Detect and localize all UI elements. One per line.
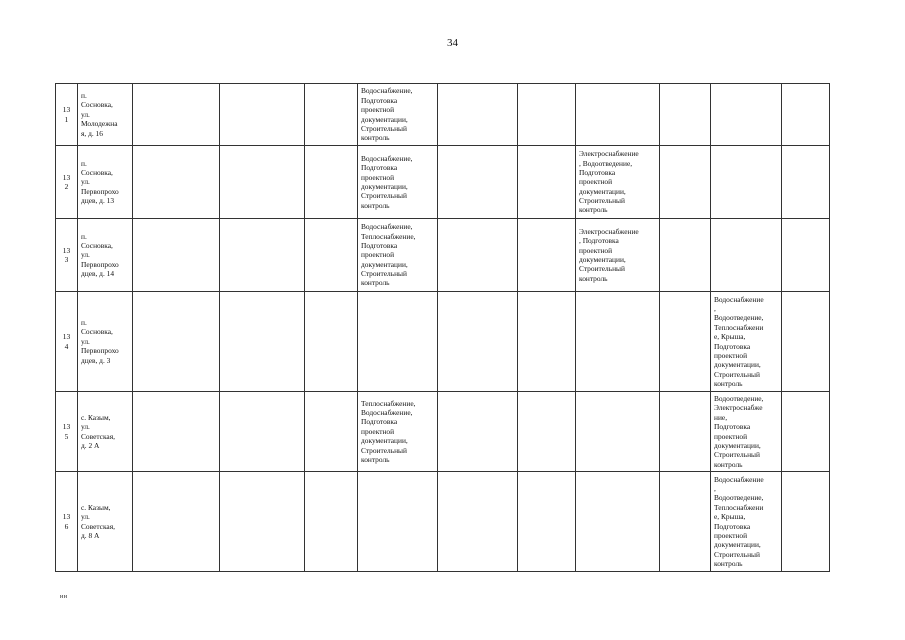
table-body [56,84,830,572]
work-cell [518,219,576,292]
work-cell [660,292,711,392]
row-number-cell [56,472,78,572]
row-number-cell [56,219,78,292]
table-row [56,84,830,146]
work-cell [711,292,782,392]
work-cell [133,84,220,146]
page-number: 34 [447,37,458,49]
work-cell [220,392,305,472]
address-text: п. Сосновка, ул. Первопрохо дцев, д. 14 [81,231,119,279]
address-cell [78,392,133,472]
work-cell [220,292,305,392]
address-cell [78,84,133,146]
address-cell [78,472,133,572]
work-cell [220,472,305,572]
row-number: 13 3 [62,245,71,264]
work-text: Водоснабжение , Водоотведение, Теплоснабжени е, Крыша, Подготовка проектной документации, Строительный контроль [714,474,764,569]
table-row [56,219,830,292]
work-cell [660,472,711,572]
work-cell [438,472,518,572]
work-cell [576,392,660,472]
work-cell [576,292,660,392]
work-cell [518,292,576,392]
work-cell [438,84,518,146]
row-number: 13 6 [62,512,71,531]
table-row [56,472,830,572]
work-cell [133,292,220,392]
work-cell [660,84,711,146]
address-cell [78,292,133,392]
work-cell [711,472,782,572]
work-text: Водоснабжение, Подготовка проектной документации, Строительный контроль [361,153,413,210]
row-number: 13 2 [62,172,71,191]
work-cell [305,472,358,572]
work-cell [305,292,358,392]
address-text: с. Казым, ул. Советская, д. 2 А [81,412,115,450]
work-cell [133,219,220,292]
work-cell [518,472,576,572]
work-text: Водоснабжение, Подготовка проектной документации, Строительный контроль [361,86,413,143]
work-cell [782,84,830,146]
work-cell [438,146,518,219]
work-cell [305,84,358,146]
work-cell [220,146,305,219]
work-cell [782,292,830,392]
work-text: Водоснабжение , Водоотведение, Теплоснабжени е, Крыша, Подготовка проектной документации, Строительный контроль [714,294,764,389]
work-cell [711,219,782,292]
row-number-cell [56,392,78,472]
work-cell [576,146,660,219]
table-row [56,392,830,472]
work-cell [358,292,438,392]
work-cell [660,219,711,292]
work-cell [358,146,438,219]
row-number-cell [56,292,78,392]
work-cell [220,219,305,292]
table-row [56,292,830,392]
address-text: п. Сосновка, ул. Первопрохо дцев, д. 3 [81,318,119,365]
work-cell [305,392,358,472]
work-text: Водоснабжение, Теплоснабжение, Подготовка проектной документации, Строительный контроль [361,222,416,288]
row-number: 13 5 [62,422,71,441]
work-cell [518,146,576,219]
work-cell [438,219,518,292]
work-cell [358,392,438,472]
work-cell [576,472,660,572]
address-text: с. Казым, ул. Советская, д. 8 А [81,502,115,541]
work-cell [305,219,358,292]
work-cell [358,472,438,572]
work-cell [576,219,660,292]
address-text: п. Сосновка, ул. Молодежна я, д. 16 [81,91,118,138]
work-cell [782,219,830,292]
work-text: Теплоснабжение, Водоснабжение, Подготовка проектной документации, Строительный контроль [361,398,416,465]
work-cell [133,146,220,219]
footer-mark: нн [60,594,68,600]
work-text: Электроснабжение , Водоотведение, Подготовка проектной документации, Строительный контроль [579,149,639,215]
work-cell [711,392,782,472]
table-row [56,146,830,219]
work-cell [438,292,518,392]
work-text: Водоотведение, Электроснабже ние, Подготовка проектной документации, Строительный контроль [714,394,764,469]
work-cell [305,146,358,219]
work-cell [133,392,220,472]
work-cell [220,84,305,146]
row-number-cell [56,146,78,219]
work-cell [660,392,711,472]
row-number-cell [56,84,78,146]
work-cell [782,392,830,472]
work-cell [358,219,438,292]
work-cell [518,84,576,146]
work-cell [576,84,660,146]
work-cell [660,146,711,219]
work-cell [438,392,518,472]
row-number: 13 1 [62,105,71,124]
work-cell [133,472,220,572]
row-number: 13 4 [62,332,71,351]
work-cell [711,84,782,146]
address-text: п. Сосновка, ул. Первопрохо дцев, д. 13 [81,158,119,206]
address-cell [78,219,133,292]
work-cell [518,392,576,472]
works-table [55,83,830,572]
work-text: Электроснабжение , Подготовка проектной документации, Строительный контроль [579,226,639,283]
work-cell [711,146,782,219]
work-cell [782,146,830,219]
work-cell [358,84,438,146]
address-cell [78,146,133,219]
work-cell [782,472,830,572]
